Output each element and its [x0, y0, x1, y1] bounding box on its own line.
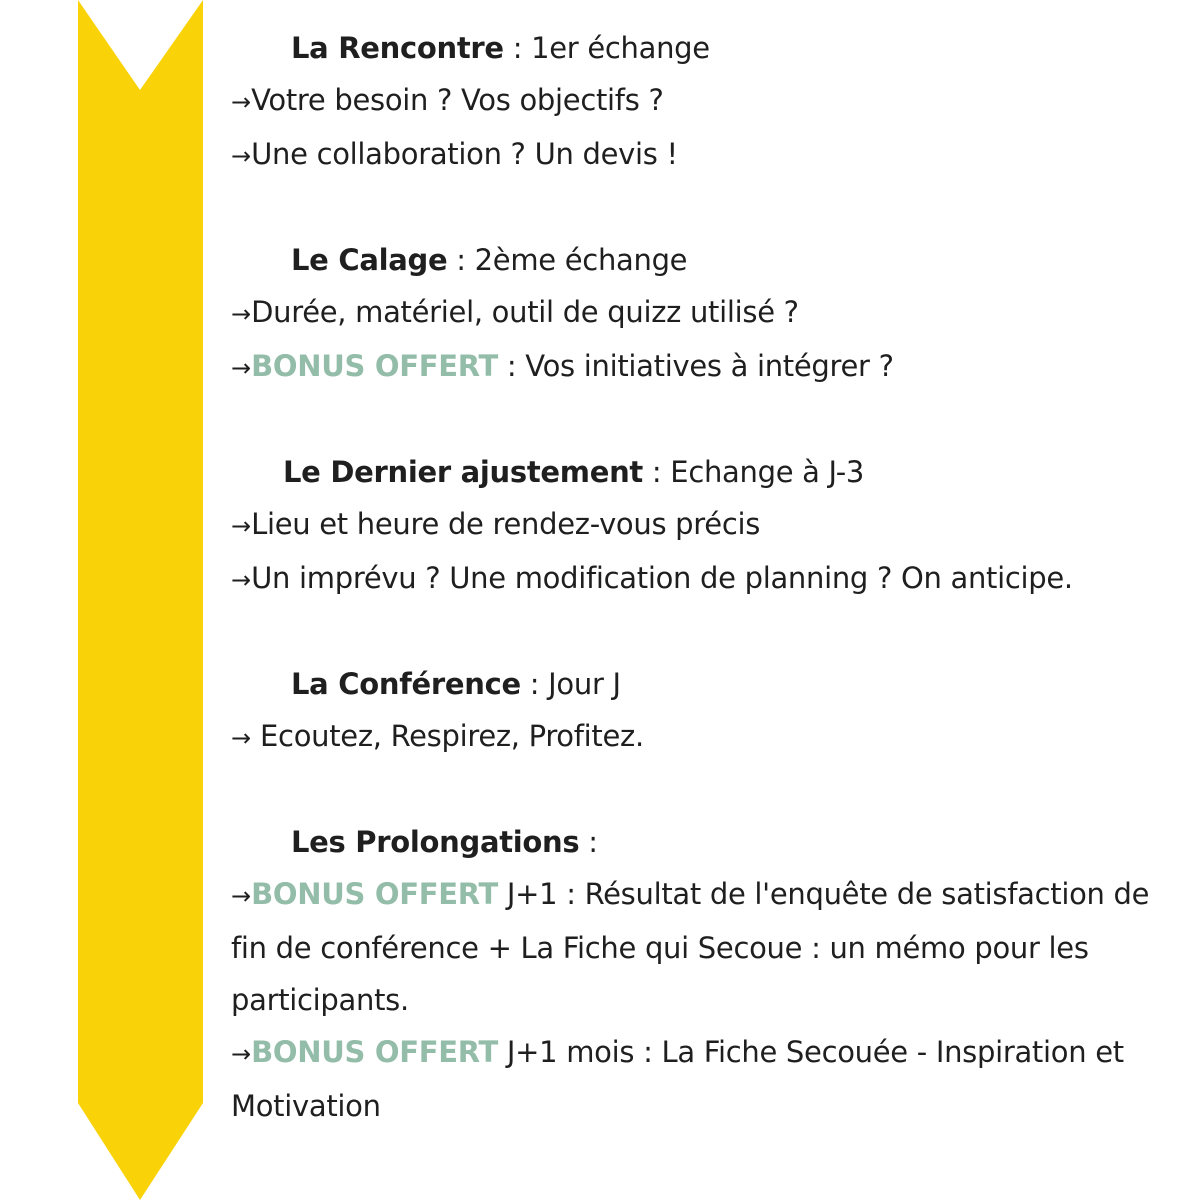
step-line: →BONUS OFFERT J+1 mois : La Fiche Secouée - Inspiration et Motivation [231, 1035, 1124, 1123]
step-line: → Ecoutez, Respirez, Profitez. [231, 719, 644, 753]
arrow-right-icon: → [231, 142, 252, 170]
step-conference [231, 658, 1171, 764]
arrow-right-icon: → [231, 1040, 252, 1068]
step-line: →Votre besoin ? Vos objectifs ? [231, 83, 664, 117]
step-line: →Une collaboration ? Un devis ! [231, 137, 678, 171]
step-heading [231, 658, 1171, 710]
step-prolongations [231, 816, 1171, 1132]
bonus-badge: BONUS OFFERT [251, 1035, 498, 1069]
step-title: La Conférence [291, 667, 521, 701]
step-heading [231, 816, 1171, 868]
arrow-right-icon: → [231, 512, 252, 540]
steps-list [231, 22, 1171, 1184]
step-title: Le Dernier ajustement [283, 455, 643, 489]
step-subtitle: : [579, 825, 598, 859]
step-heading [231, 446, 1171, 498]
step-calage [231, 234, 1171, 394]
step-line: →Lieu et heure de rendez-vous précis [231, 507, 761, 541]
step-subtitle: : Jour J [520, 667, 621, 701]
step-title: Les Prolongations [291, 825, 580, 859]
step-line: →BONUS OFFERT : Vos initiatives à intégrer ? [231, 349, 894, 383]
step-rencontre [231, 22, 1171, 182]
arrow-right-icon: → [231, 566, 252, 594]
arrow-right-icon: → [231, 354, 252, 382]
arrow-right-icon: → [231, 88, 252, 116]
step-heading [231, 22, 1171, 74]
bonus-badge: BONUS OFFERT [251, 349, 498, 383]
step-line: →Un imprévu ? Une modification de planning ? On anticipe. [231, 561, 1073, 595]
step-subtitle: : Echange à J-3 [642, 455, 865, 489]
step-dernier-ajustement [231, 446, 1171, 606]
step-title: Le Calage [291, 243, 448, 277]
step-subtitle: : 2ème échange [447, 243, 688, 277]
arrow-right-icon: → [231, 882, 252, 910]
step-subtitle: : 1er échange [503, 31, 710, 65]
timeline-arrow-shape [78, 0, 203, 1200]
step-heading [231, 234, 1171, 286]
step-line: →Durée, matériel, outil de quizz utilisé ? [231, 295, 799, 329]
step-line: →BONUS OFFERT J+1 : Résultat de l'enquête de satisfaction de fin de conférence + La Fiche qui Secoue : un mémo pour les participants. [231, 877, 1150, 1017]
bonus-badge: BONUS OFFERT [251, 877, 498, 911]
arrow-right-icon: → [231, 724, 252, 752]
arrow-right-icon: → [231, 300, 252, 328]
step-title: La Rencontre [291, 31, 504, 65]
